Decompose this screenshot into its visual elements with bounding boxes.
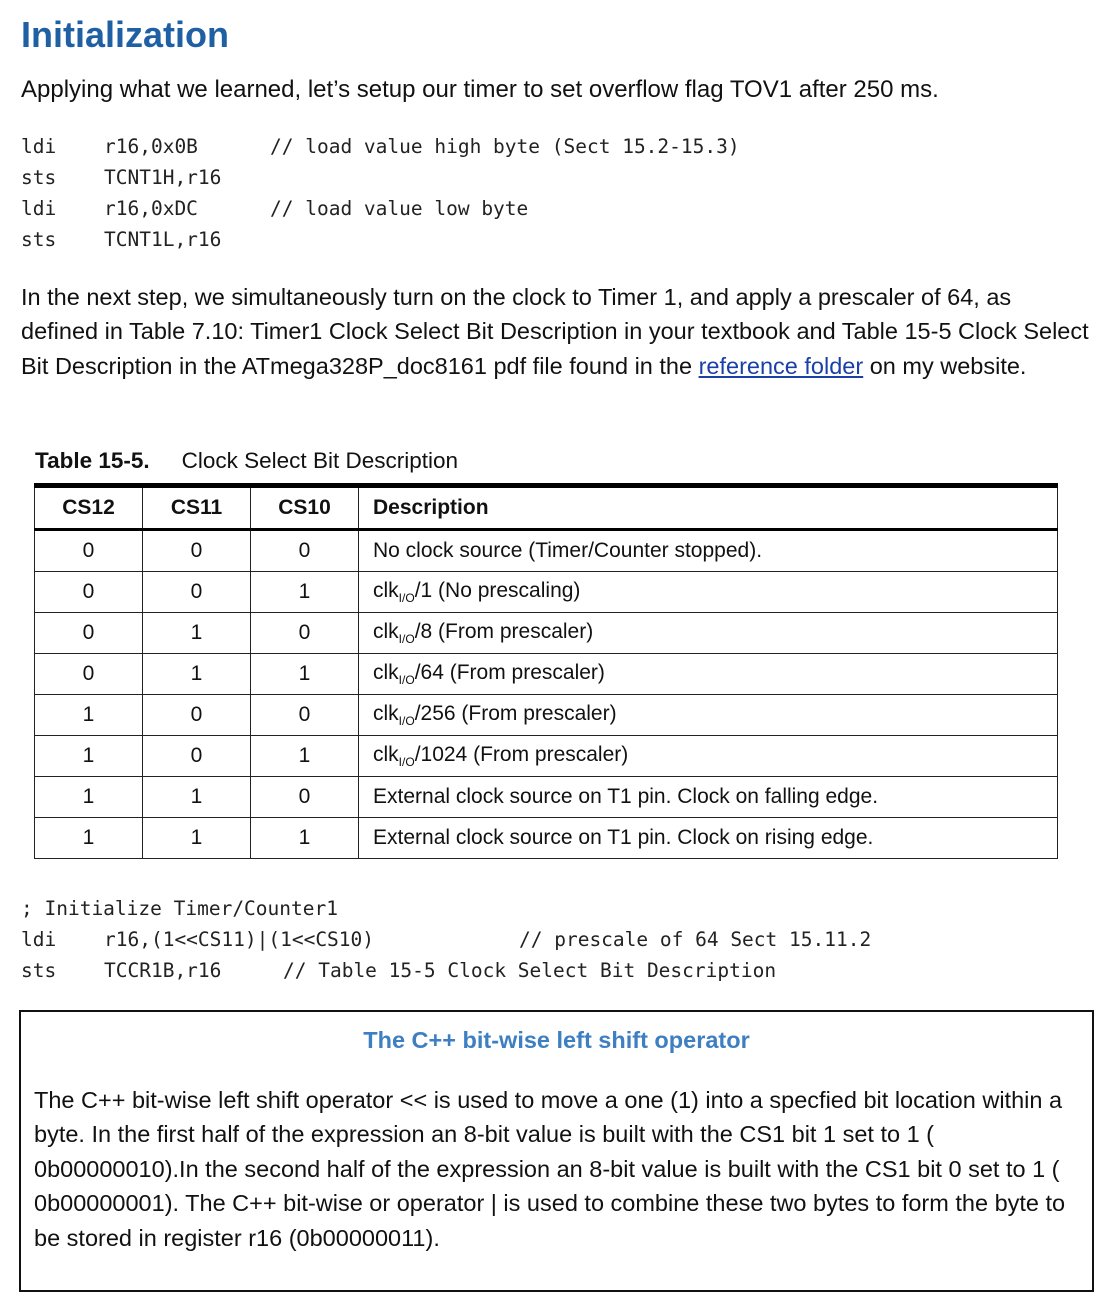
table-row [35,736,1058,777]
clock-select-table [34,483,1058,859]
cell-description: clk$_{I/O}$/8 (From prescaler) [359,613,1058,654]
reference-folder-link[interactable]: reference folder [698,352,864,379]
code-block-tcnt1 [21,131,740,255]
header-cs12: CS12 [35,486,143,530]
note-title: The C++ bit-wise left shift operator [363,1027,750,1053]
cell-cs11: 1 [143,613,251,654]
cell-cs11: 0 [143,572,251,613]
table-header-row [35,486,1058,530]
code-line: sts TCNT1L,r16 [21,228,222,251]
table-caption: Table 15-5. Clock Select Bit Description [35,448,458,473]
header-cs10: CS10 [251,486,359,530]
cell-description: clk$_{I/O}$/64 (From prescaler) [359,654,1058,695]
cell-cs10: 0 [251,695,359,736]
cell-cs11: 1 [143,654,251,695]
cell-cs11: 0 [143,530,251,572]
table-row [35,530,1058,572]
code-line: ldi r16,(1<<CS11)|(1<<CS10) // prescale of 64 Sect 15.11.2 [21,928,872,951]
intro-text: Applying what we learned, let’s setup our timer to set overflow flag TOV1 after 250 ms. [21,76,939,103]
cell-cs10: 0 [251,530,359,572]
note-box [19,1010,1094,1292]
cell-cs12: 1 [35,736,143,777]
code-block-tccr1b [21,893,871,986]
table-row [35,818,1058,859]
table-row [35,572,1058,613]
cell-cs10: 1 [251,818,359,859]
code-line: sts TCNT1H,r16 [21,166,222,189]
cell-cs12: 0 [35,613,143,654]
header-description: Description [359,486,1058,530]
cell-cs12: 0 [35,530,143,572]
table-row [35,777,1058,818]
cell-cs10: 1 [251,572,359,613]
cell-description: clk$_{I/O}$/1 (No prescaling) [359,572,1058,613]
note-body: The C++ bit-wise left shift operator << is used to move a one (1) into a specfied bit location within a byte. In the first half of the expression an 8-bit value is built with the CS1 bit 1 set to 1 ( 0b00000010).In the second half of the expression an 8-bit value is built with the CS1 bit 0 set to 1 ( 0b00000001). The C++ bit-wise or operator | is used to combine these two bytes to form the byte to be stored in register r16 (0b00000011). [34,1087,1066,1251]
cell-description: clk$_{I/O}$/256 (From prescaler) [359,695,1058,736]
table-row [35,613,1058,654]
code-line: ldi r16,0xDC // load value low byte [21,197,529,220]
code-line: sts TCCR1B,r16 // Table 15-5 Clock Select Bit Description [21,959,777,982]
cell-cs12: 1 [35,695,143,736]
header-cs11: CS11 [143,486,251,530]
code-line: ldi r16,0x0B // load value high byte (Sect 15.2-15.3) [21,135,740,158]
prescaler-paragraph: In the next step, we simultaneously turn on the clock to Timer 1, and apply a prescaler of 64, as defined in Table 7.10: Timer1 Clock Select Bit Description in your textbook and Table 15-5 Clock Select Bit Description in the ATmega328P_doc8161 pdf file found in the reference folder on my website. [21,284,1089,379]
cell-description: No clock source (Timer/Counter stopped). [359,530,1058,572]
table-row [35,654,1058,695]
cell-cs11: 0 [143,695,251,736]
cell-cs10: 0 [251,777,359,818]
cell-cs10: 1 [251,736,359,777]
cell-cs12: 0 [35,572,143,613]
cell-cs11: 1 [143,777,251,818]
code-comment-line: ; Initialize Timer/Counter1 [21,897,338,920]
cell-cs10: 1 [251,654,359,695]
page-title: Initialization [21,14,230,55]
cell-cs12: 1 [35,818,143,859]
cell-cs11: 1 [143,818,251,859]
cell-cs12: 1 [35,777,143,818]
cell-cs12: 0 [35,654,143,695]
cell-description: clk$_{I/O}$/1024 (From prescaler) [359,736,1058,777]
cell-cs10: 0 [251,613,359,654]
cell-description: External clock source on T1 pin. Clock on rising edge. [359,818,1058,859]
cell-description: External clock source on T1 pin. Clock on falling edge. [359,777,1058,818]
table-row [35,695,1058,736]
cell-cs11: 0 [143,736,251,777]
